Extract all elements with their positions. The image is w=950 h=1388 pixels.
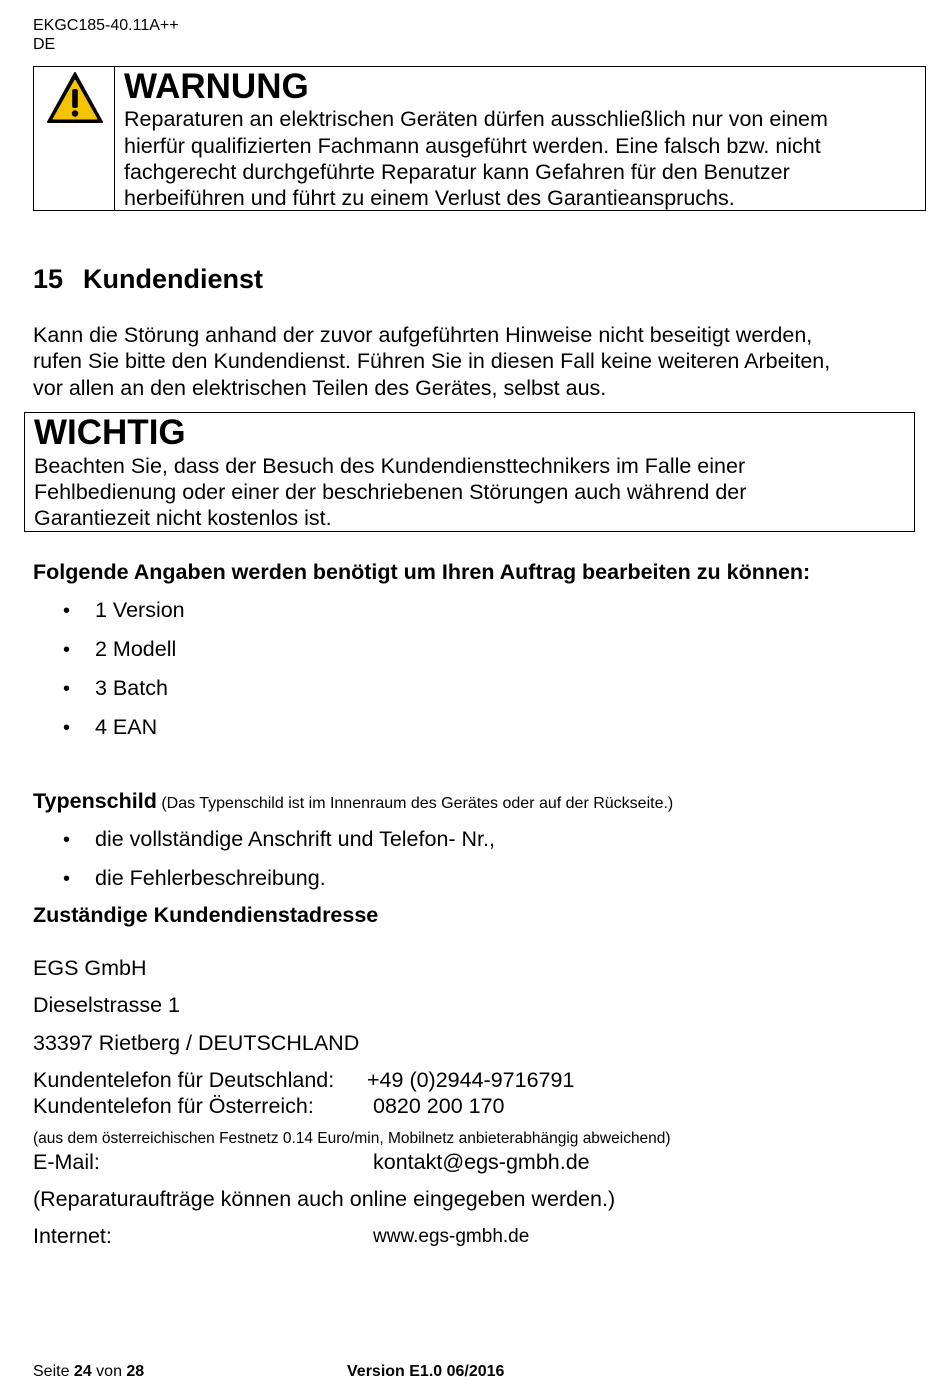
list-item: die vollständige Anschrift und Telefon- Nr., [95, 827, 495, 851]
important-text-line: Fehlbedienung oder einer der beschriebenen Störungen auch während der [34, 480, 747, 504]
bullet-icon: • [63, 717, 71, 739]
important-text-line: Beachten Sie, dass der Besuch des Kundendiensttechnikers im Falle einer [34, 454, 746, 478]
page-prefix: Seite [33, 1363, 74, 1380]
document-model: EKGC185-40.11A++ [33, 17, 179, 34]
phone-de-number: +49 (0)2944-9716791 [367, 1068, 575, 1092]
phone-at-number: 0820 200 170 [373, 1094, 505, 1118]
section-number: 15 [33, 264, 64, 294]
list-item: 1 Version [95, 598, 185, 622]
internet-link[interactable]: www.egs-gmbh.de [373, 1226, 530, 1247]
intro-line: vor allen an den elektrischen Teilen des Gerätes, selbst aus. [33, 376, 607, 400]
email-link[interactable]: kontakt@egs-gmbh.de [373, 1150, 590, 1174]
address-heading: Zuständige Kundendienstadresse [33, 903, 379, 927]
important-box [24, 412, 915, 532]
bullet-icon: • [63, 868, 71, 890]
online-note: (Reparaturaufträge können auch online eingegeben werden.) [33, 1187, 616, 1211]
warning-triangle-icon [46, 71, 104, 125]
internet-label: Internet: [33, 1224, 112, 1248]
document-language: DE [33, 36, 56, 53]
list-item: 3 Batch [95, 676, 168, 700]
required-heading: Folgende Angaben werden benötigt um Ihren Auftrag bearbeiten zu können: [33, 560, 811, 584]
page-counter [33, 1363, 144, 1381]
bullet-icon: • [63, 639, 71, 661]
list-item: 2 Modell [95, 637, 177, 661]
bullet-icon: • [63, 678, 71, 700]
street: Dieselstrasse 1 [33, 993, 180, 1017]
typeplate-line [33, 788, 673, 817]
phone-at-label: Kundentelefon für Österreich: [33, 1094, 314, 1118]
important-text-line: Garantiezeit nicht kostenlos ist. [34, 506, 332, 530]
section-heading [33, 263, 263, 295]
phone-note: (aus dem österreichischen Festnetz 0.14 Euro/min, Mobilnetz anbieterabhängig abweichend) [33, 1130, 671, 1147]
page-total: 28 [126, 1363, 145, 1380]
list-item: 4 EAN [95, 715, 158, 739]
intro-line: Kann die Störung anhand der zuvor aufgeführten Hinweise nicht beseitigt werden, [33, 323, 813, 347]
page-number: 24 [73, 1363, 92, 1380]
warning-text-line: Reparaturen an elektrischen Geräten dürfen ausschließlich nur von einem [124, 107, 828, 131]
intro-line: rufen Sie bitte den Kundendienst. Führen Sie in diesen Fall keine weiteren Arbeiten, [33, 349, 831, 373]
bullet-icon: • [63, 829, 71, 851]
warning-box [33, 66, 926, 211]
section-title: Kundendienst [83, 264, 264, 294]
warning-text-line: fachgerecht durchgeführte Reparatur kann Gefahren für den Benutzer [124, 160, 790, 184]
company-name: EGS GmbH [33, 956, 147, 980]
typeplate-note: (Das Typenschild ist im Innenraum des Gerätes oder auf der Rückseite.) [161, 795, 674, 812]
warning-text-line: herbeiführen und führt zu einem Verlust des Garantieanspruchs. [124, 186, 735, 210]
email-label: E-Mail: [33, 1150, 100, 1174]
page-mid: von [91, 1363, 127, 1380]
version-label: Version E1.0 06/2016 [347, 1363, 505, 1380]
warning-icon-cell [34, 67, 115, 210]
bullet-icon: • [63, 600, 71, 622]
city: 33397 Rietberg / DEUTSCHLAND [33, 1031, 360, 1055]
warning-title: WARNUNG [124, 67, 309, 106]
warning-text-line: hierfür qualifizierten Fachmann ausgeführt werden. Eine falsch bzw. nicht [124, 134, 821, 158]
important-title: WICHTIG [34, 413, 186, 452]
typeplate-label: Typenschild [33, 789, 157, 813]
phone-de-label: Kundentelefon für Deutschland: [33, 1068, 335, 1092]
list-item: die Fehlerbeschreibung. [95, 866, 326, 890]
